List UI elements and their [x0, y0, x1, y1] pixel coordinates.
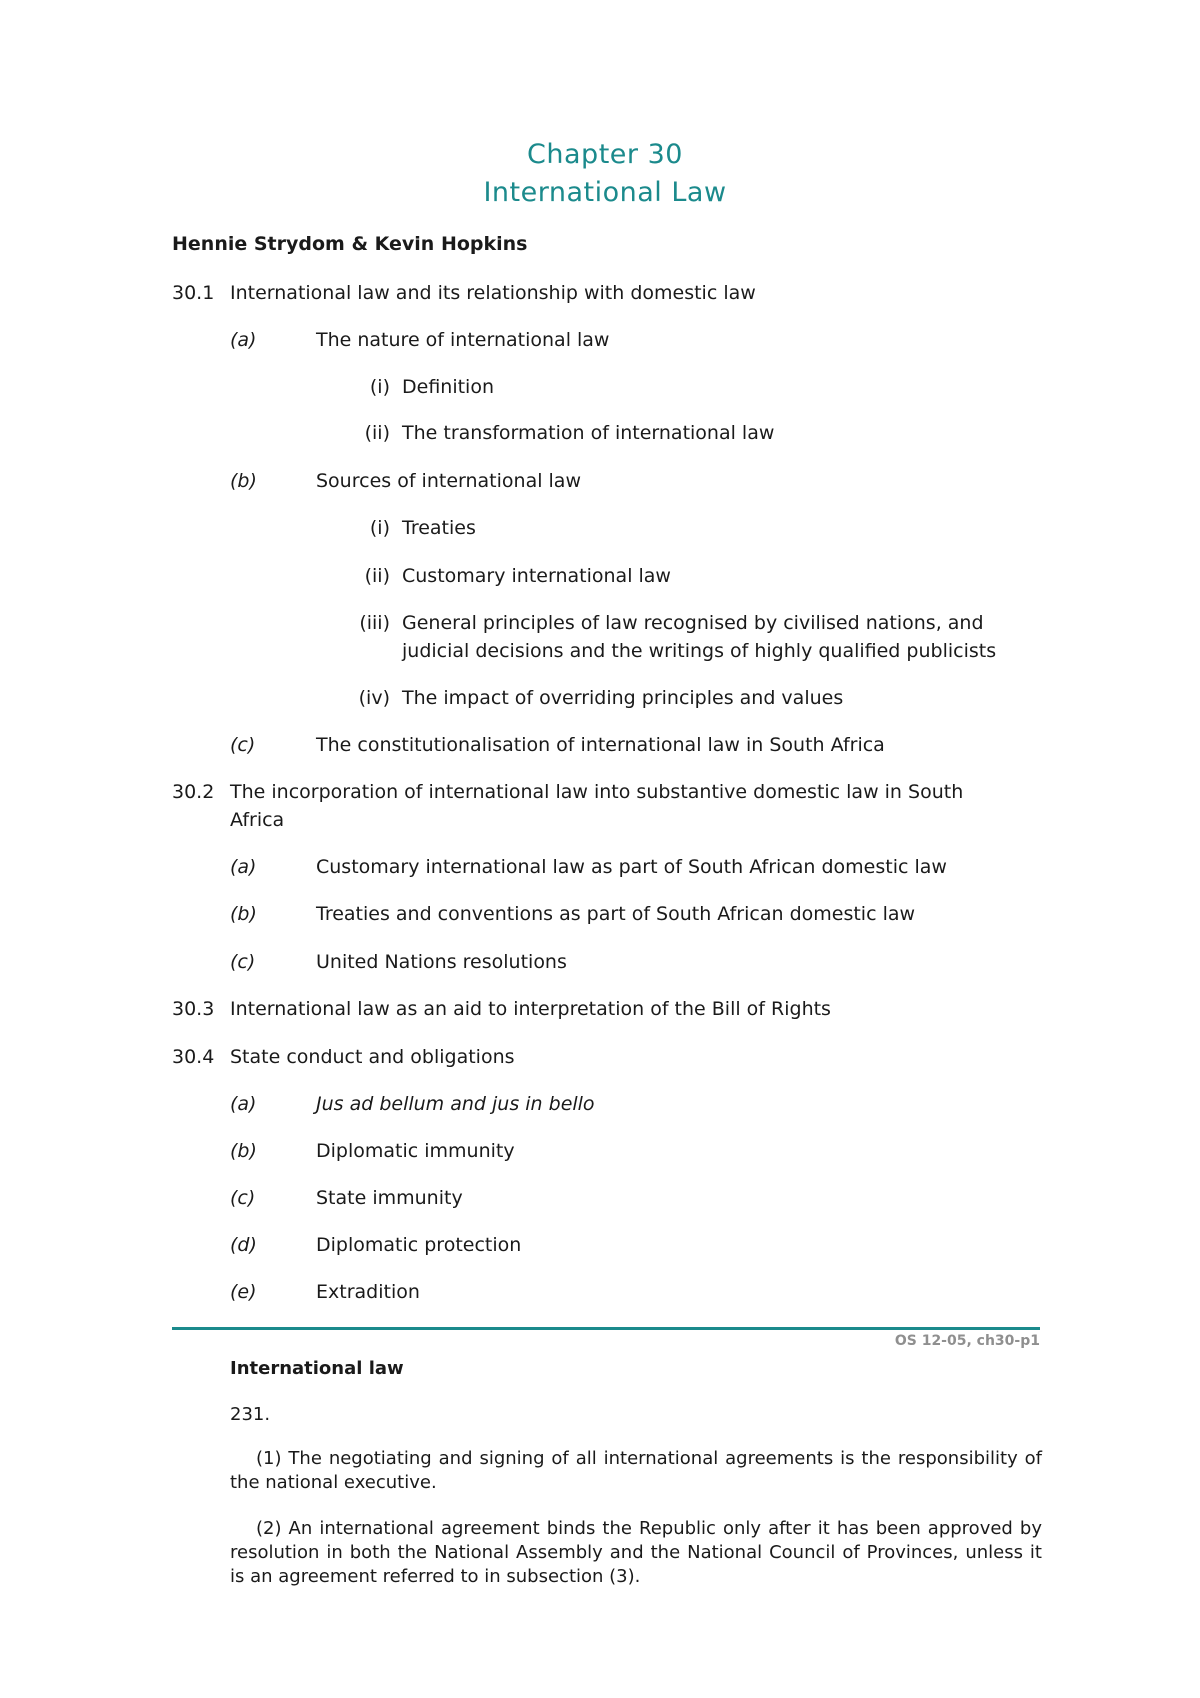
item-title: Definition: [402, 376, 495, 398]
section-number: 30.3: [172, 998, 215, 1020]
subsection-title: The constitutionalisation of international law in South Africa: [316, 734, 885, 756]
subsection-label: (a): [230, 329, 257, 351]
subsection-label: (c): [230, 734, 256, 756]
subsection-label: (b): [230, 470, 257, 492]
section-title-line-2: Africa: [230, 809, 285, 831]
chapter-number: Chapter 30: [527, 139, 683, 170]
page-reference: OS 12-05, ch30-p1: [894, 1333, 1040, 1349]
subsection-title: Diplomatic protection: [316, 1234, 522, 1256]
section-title: International law and its relationship with domestic law: [230, 282, 756, 304]
constitution-paragraph-2: (2) An international agreement binds the Republic only after it has been approved by resolution in both the National Assembly and the National Council of Provinces, unless it is an agreement referred to in subsection (3).: [230, 1518, 1042, 1587]
item-title: The impact of overriding principles and values: [402, 687, 844, 709]
section-title-line-1: The incorporation of international law into substantive domestic law in South: [230, 781, 964, 803]
subsection-label: (c): [230, 951, 256, 973]
subsection-label: (b): [230, 1140, 257, 1162]
item-label: (iv): [358, 687, 390, 709]
item-label: (i): [369, 517, 390, 539]
subsection-title: Treaties and conventions as part of South African domestic law: [316, 903, 916, 925]
chapter-title: International Law: [483, 177, 727, 208]
subsection-label: (a): [230, 1093, 257, 1115]
subsection-title: Diplomatic immunity: [316, 1140, 515, 1162]
subsection-title: Customary international law as part of South African domestic law: [316, 856, 947, 878]
item-title-line-2: judicial decisions and the writings of highly qualified publicists: [402, 640, 997, 662]
item-title: The transformation of international law: [402, 422, 775, 444]
horizontal-rule: [172, 1327, 1040, 1330]
subsection-title: Extradition: [316, 1281, 420, 1303]
section-number: 30.2: [172, 781, 215, 803]
subsection-title: Jus ad bellum and jus in bello: [316, 1093, 595, 1115]
subsection-title: Sources of international law: [316, 470, 581, 492]
subsection-title: State immunity: [316, 1187, 463, 1209]
chapter-authors: Hennie Strydom & Kevin Hopkins: [172, 233, 528, 255]
subsection-title: United Nations resolutions: [316, 951, 567, 973]
constitution-heading: International law: [230, 1358, 404, 1379]
section-title: International law as an aid to interpretation of the Bill of Rights: [230, 998, 831, 1020]
item-label: (ii): [364, 422, 390, 444]
section-number: 30.4: [172, 1046, 215, 1068]
subsection-label: (d): [230, 1234, 257, 1256]
item-label: (iii): [359, 612, 390, 634]
subsection-label: (b): [230, 903, 257, 925]
item-title-line-1: General principles of law recognised by civilised nations, and: [402, 612, 984, 634]
item-label: (ii): [364, 565, 390, 587]
subsection-label: (a): [230, 856, 257, 878]
section-number: 30.1: [172, 282, 215, 304]
item-title: Customary international law: [402, 565, 671, 587]
item-label: (i): [369, 376, 390, 398]
item-title: Treaties: [402, 517, 476, 539]
constitution-paragraph-1: (1) The negotiating and signing of all international agreements is the responsibility of the national executive.: [230, 1448, 1042, 1493]
constitution-section-number: 231.: [230, 1404, 271, 1425]
subsection-label: (e): [230, 1281, 257, 1303]
section-title: State conduct and obligations: [230, 1046, 515, 1068]
subsection-title: The nature of international law: [316, 329, 610, 351]
subsection-label: (c): [230, 1187, 256, 1209]
